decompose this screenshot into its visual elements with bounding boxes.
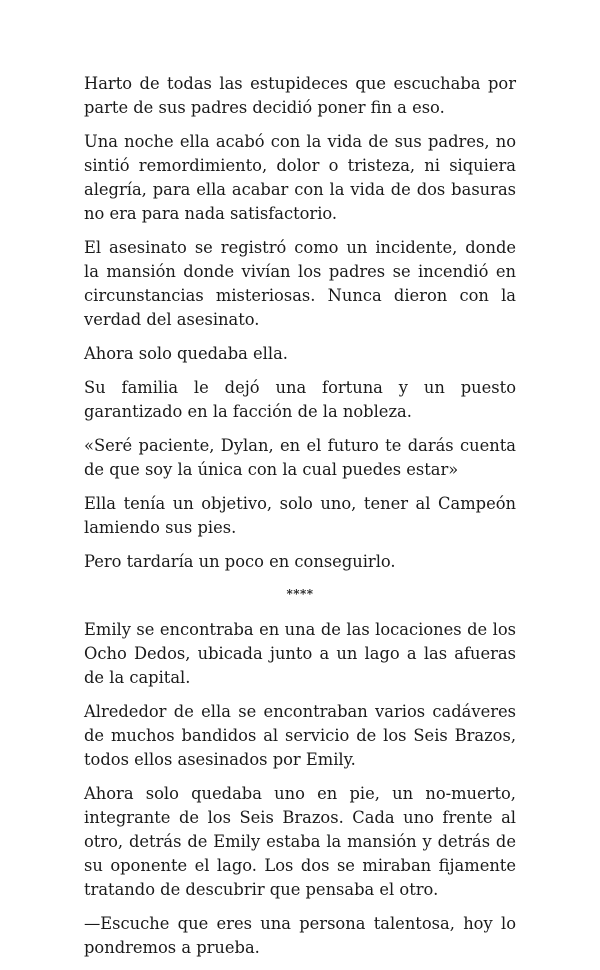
paragraph: Ahora solo quedaba ella. (84, 344, 288, 363)
paragraph: Ella tenía un objetivo, solo uno, tener al Campeón lamiendo sus pies. (84, 494, 516, 537)
paragraph: —Escuche que eres una persona talentosa, hoy lo pondremos a prueba. (84, 914, 516, 957)
paragraph: Pero tardaría un poco en conseguirlo. (84, 552, 396, 571)
paragraph: Harto de todas las estupideces que escuchaba por parte de sus padres decidió poner fin a eso. (84, 74, 516, 117)
paragraph: Una noche ella acabó con la vida de sus padres, no sintió remordimiento, dolor o tristeza, ni siquiera alegría, para ella acabar con la vida de dos basuras no era para nada satisfactorio. (84, 132, 516, 223)
paragraph: Su familia le dejó una fortuna y un puesto garantizado en la facción de la nobleza. (84, 378, 516, 421)
paragraph: Alrededor de ella se encontraban varios cadáveres de muchos bandidos al servicio de los Seis Brazos, todos ellos asesinados por Emily. (84, 702, 516, 769)
scene-separator: **** (286, 587, 314, 601)
paragraph: El asesinato se registró como un incidente, donde la mansión donde vivían los padres se incendió en circunstancias misteriosas. Nunca dieron con la verdad del asesinato. (84, 238, 516, 329)
paragraph: Emily se encontraba en una de las locaciones de los Ocho Dedos, ubicada junto a un lago a las afueras de la capital. (84, 620, 516, 687)
paragraph: «Seré paciente, Dylan, en el futuro te darás cuenta de que soy la única con la cual puedes estar» (84, 436, 516, 479)
page-body (84, 72, 516, 970)
paragraph: Ahora solo quedaba uno en pie, un no-muerto, integrante de los Seis Brazos. Cada uno frente al otro, detrás de Emily estaba la mansión y detrás de su oponente el lago. Los dos se miraban fijamente tratando de descubrir que pensaba el otro. (84, 784, 516, 899)
